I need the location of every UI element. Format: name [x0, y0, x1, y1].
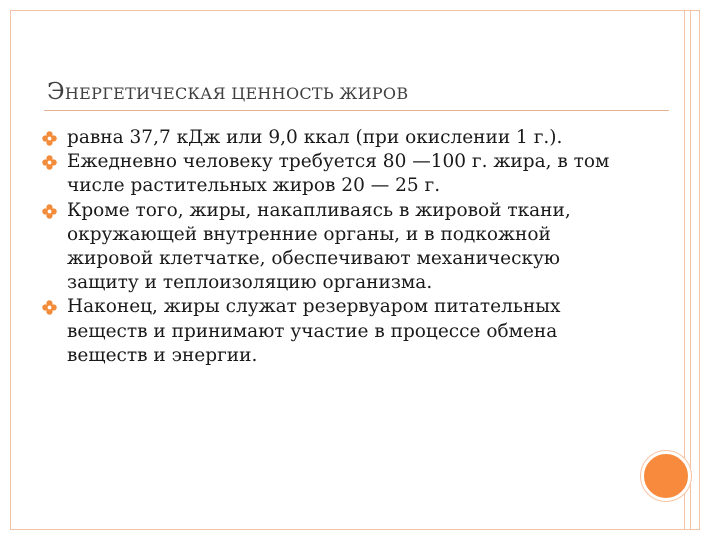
- flower-bullet-icon: [42, 155, 57, 170]
- frame-vertical-line: [684, 10, 685, 530]
- bullet-item: [42, 126, 632, 150]
- bullet-text: Наконец, жиры служат резервуаром питательных веществ и принимают участие в процессе обмена веществ и энергии.: [67, 296, 561, 366]
- decorative-orange-circle: [641, 451, 691, 501]
- flower-bullet-icon: [42, 300, 57, 315]
- bullet-item: [42, 150, 632, 198]
- title-underline: [44, 110, 669, 111]
- flower-bullet-icon: [42, 131, 57, 146]
- bullet-item: [42, 199, 632, 296]
- bullet-text: Ежедневно человеку требуется 80 —100 г. жира, в том числе растительных жиров 20 — 25 г.: [67, 151, 610, 197]
- bullet-list: [42, 126, 632, 368]
- bullet-text: равна 37,7 кДж или 9,0 ккал (при окислении 1 г.).: [67, 127, 563, 148]
- bullet-text: Кроме того, жиры, накапливаясь в жировой ткани, окружающей внутренние органы, и в подкожной жировой клетчатке, обеспечивают механическую защиту и теплоизоляцию организма.: [67, 199, 571, 294]
- title-first-letter: Э: [47, 79, 65, 105]
- slide-title: [47, 79, 408, 105]
- bullet-item: [42, 295, 632, 368]
- frame-vertical-line: [690, 10, 691, 530]
- title-rest: НЕРГЕТИЧЕСКАЯ ЦЕННОСТЬ ЖИРОВ: [64, 84, 409, 103]
- flower-bullet-icon: [42, 204, 57, 219]
